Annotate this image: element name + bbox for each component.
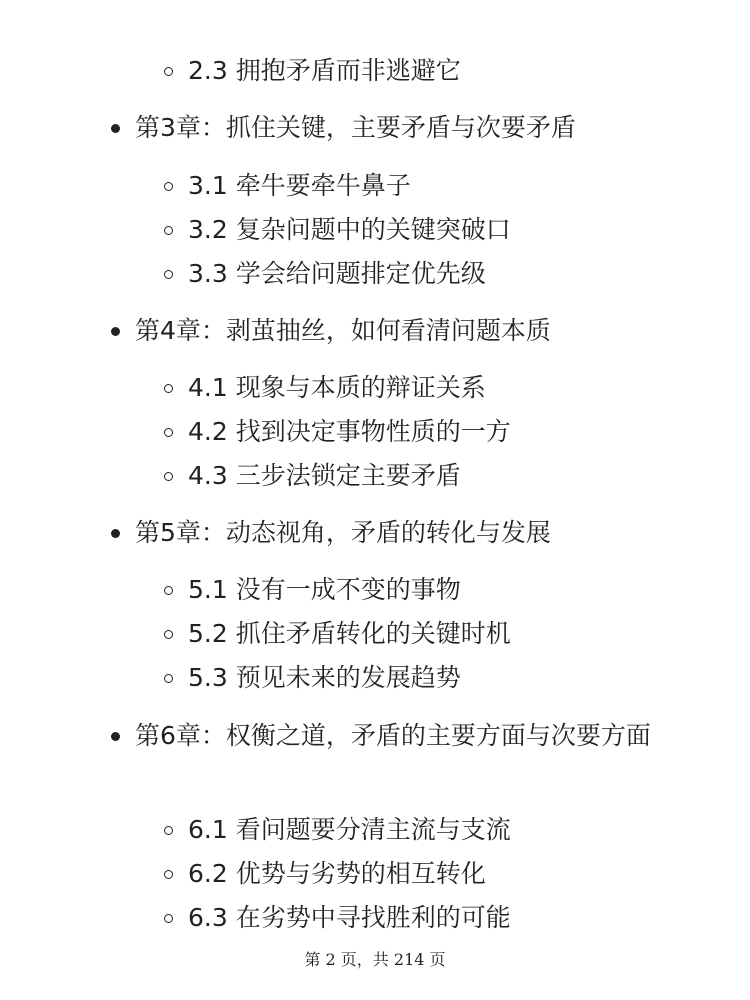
hollow-circle-bullet-icon (164, 428, 173, 437)
section-title: 4.1 现象与本质的辩证关系 (188, 373, 486, 402)
section-title: 3.2 复杂问题中的关键突破口 (188, 215, 511, 244)
chapter-title: 第6章：权衡之道，矛盾的主要方面与次要方面 (135, 721, 651, 750)
hollow-circle-bullet-icon (164, 182, 173, 191)
section-title: 5.1 没有一成不变的事物 (188, 575, 461, 604)
hollow-circle-bullet-icon (164, 914, 173, 923)
section-title: 4.3 三步法锁定主要矛盾 (188, 461, 461, 490)
hollow-circle-bullet-icon (164, 674, 173, 683)
hollow-circle-bullet-icon (164, 226, 173, 235)
filled-circle-bullet-icon (111, 124, 120, 133)
section-title: 3.3 学会给问题排定优先级 (188, 259, 486, 288)
section-title: 2.3 拥抱矛盾而非逃避它 (188, 56, 461, 85)
section-title: 4.2 找到决定事物性质的一方 (188, 417, 511, 446)
hollow-circle-bullet-icon (164, 826, 173, 835)
hollow-circle-bullet-icon (164, 630, 173, 639)
chapter-title: 第5章：动态视角，矛盾的转化与发展 (135, 518, 551, 547)
section-title: 6.3 在劣势中寻找胜利的可能 (188, 903, 511, 932)
filled-circle-bullet-icon (111, 732, 120, 741)
chapter-title: 第3章：抓住关键，主要矛盾与次要矛盾 (135, 113, 576, 142)
section-title: 5.2 抓住矛盾转化的关键时机 (188, 619, 511, 648)
filled-circle-bullet-icon (111, 327, 120, 336)
section-title: 6.1 看问题要分清主流与支流 (188, 815, 511, 844)
section-title: 6.2 优势与劣势的相互转化 (188, 859, 486, 888)
hollow-circle-bullet-icon (164, 870, 173, 879)
hollow-circle-bullet-icon (164, 384, 173, 393)
hollow-circle-bullet-icon (164, 67, 173, 76)
page-number-footer: 第 2 页，共 214 页 (304, 950, 446, 969)
section-title: 3.1 牵牛要牵牛鼻子 (188, 171, 411, 200)
hollow-circle-bullet-icon (164, 270, 173, 279)
hollow-circle-bullet-icon (164, 472, 173, 481)
section-title: 5.3 预见未来的发展趋势 (188, 663, 461, 692)
chapter-title: 第4章：剥茧抽丝，如何看清问题本质 (135, 316, 551, 345)
filled-circle-bullet-icon (111, 529, 120, 538)
hollow-circle-bullet-icon (164, 586, 173, 595)
